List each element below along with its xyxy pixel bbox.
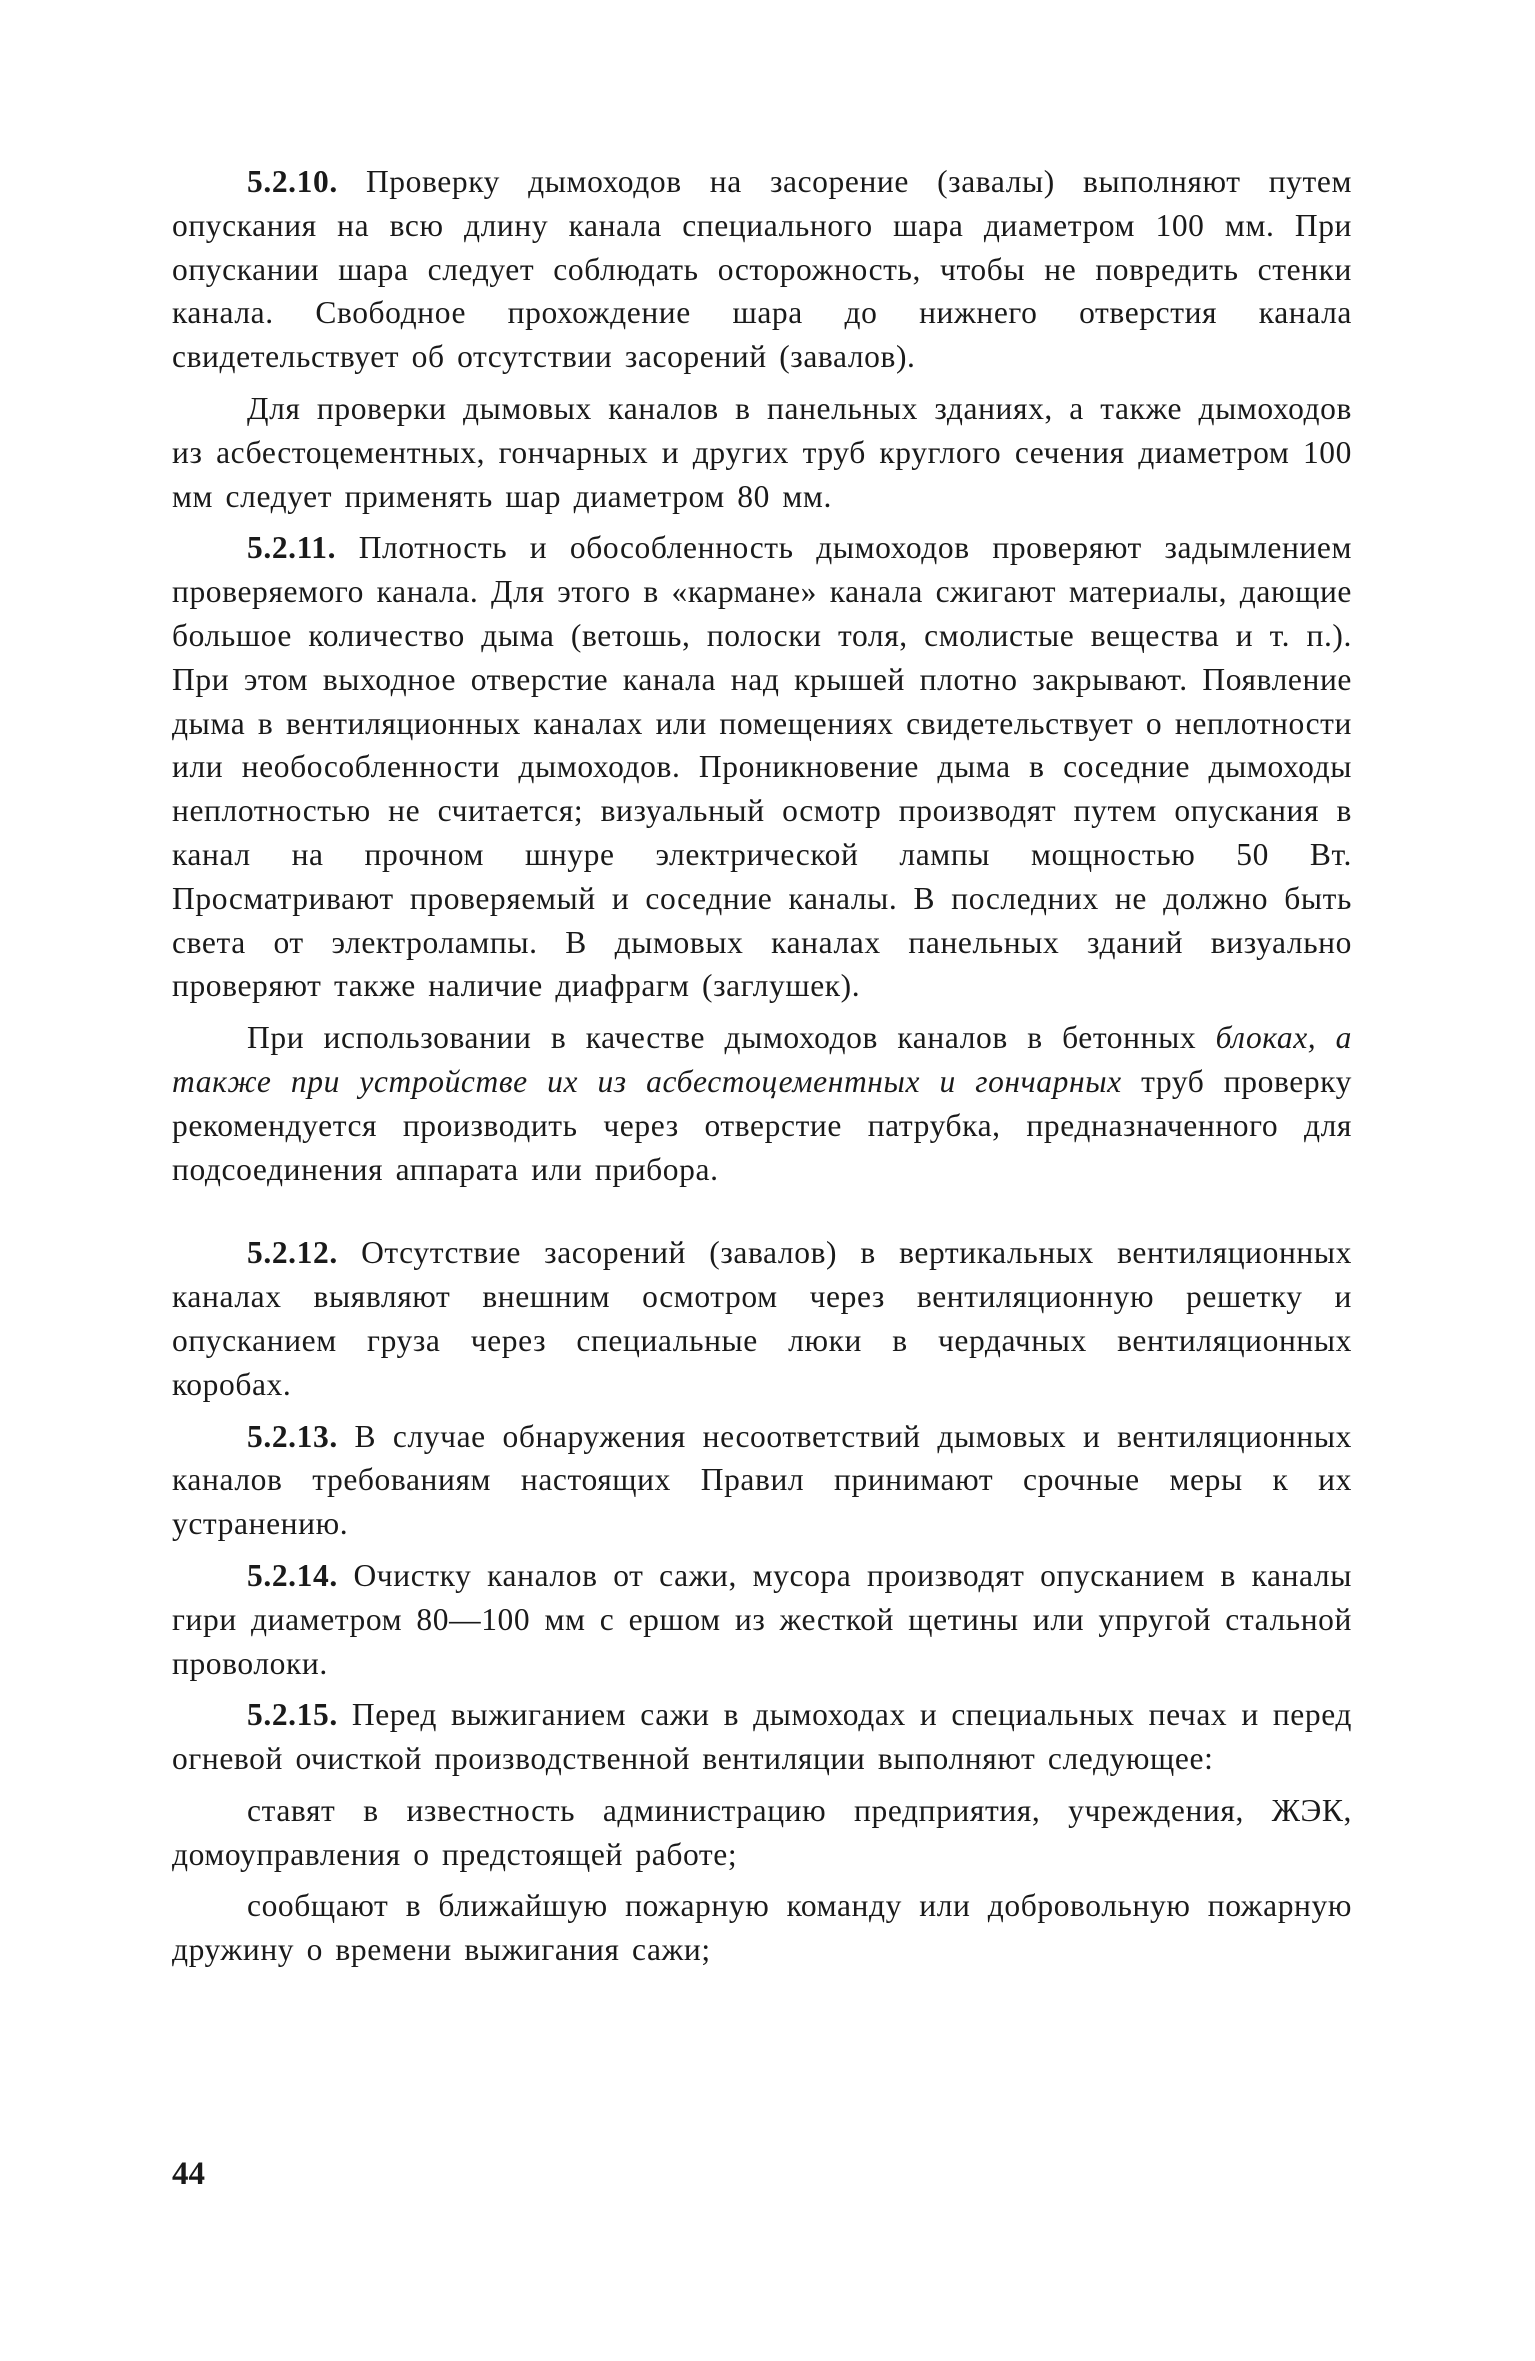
clause-number: 5.2.10. <box>247 164 338 199</box>
document-body <box>172 160 1352 1980</box>
paragraph-text: Для проверки дымовых каналов в панельных зданиях, а также дымоходов из асбестоцементных, гончарных и других труб круглого сечения диаметром 100 мм следует применять шар диаметром 80 мм. <box>172 390 1352 514</box>
clause-number: 5.2.15. <box>247 1697 338 1733</box>
paragraph-5-2-12 <box>172 1231 1352 1406</box>
paragraph-text: труб проверку рекомендуется производить через отверстие патрубка, предназначенного для подсоединения аппарата или прибора. <box>172 1063 1352 1187</box>
paragraph-text: Очистку каналов от сажи, мусора производят опусканием в каналы гири диаметром 80—100 мм с ершом из жесткой щетины или упругой стальной проволоки. <box>172 1557 1352 1681</box>
paragraph-text: сообщают в ближайшую пожарную команду или добровольную пожарную дружину о времени выжигания сажи; <box>172 1888 1352 1968</box>
page-number: 44 <box>172 2156 205 2192</box>
paragraph-text: ставят в известность администрацию предприятия, учреждения, ЖЭК, домоуправления о предстоящей работе; <box>172 1792 1352 1872</box>
list-item-notify-administration <box>172 1789 1352 1877</box>
paragraph-text: Проверку дымоходов на засорение (завалы) выполняют путем опускания на всю длину канала специального шара диаметром 100 мм. При опускании шара следует соблюдать осторожность, чтобы не повредить стенки канала. Свободное прохождение шара до нижнего отверстия канала свидетельствует об отсутствии засорений (завалов). <box>172 164 1352 375</box>
clause-number: 5.2.12. <box>247 1235 338 1271</box>
paragraph-5-2-11-continued <box>172 1016 1352 1191</box>
clause-number: 5.2.14. <box>247 1557 338 1593</box>
paragraph-text: Перед выжиганием сажи в дымоходах и специальных печах и перед огневой очисткой производственной вентиляции выполняют следующее: <box>172 1697 1352 1777</box>
list-item-notify-fire-brigade <box>172 1884 1352 1972</box>
paragraph-text: Отсутствие засорений (завалов) в вертикальных вентиляционных каналах выявляют внешним осмотром через вентиляционную решетку и опусканием груза через специальные люки в чердачных вентиляционных коробах. <box>172 1235 1352 1402</box>
paragraph-5-2-11 <box>172 526 1352 1008</box>
clause-number: 5.2.11. <box>247 530 337 566</box>
paragraph-5-2-10 <box>172 160 1352 379</box>
clause-number: 5.2.13. <box>247 1418 338 1454</box>
paragraph-text: В случае обнаружения несоответствий дымовых и вентиляционных каналов требованиям настоящих Правил принимают срочные меры к их устранению. <box>172 1418 1352 1542</box>
paragraph-5-2-15 <box>172 1693 1352 1781</box>
paragraph-text: При использовании в качестве дымоходов каналов в бетонных <box>247 1020 1216 1056</box>
paragraph-5-2-14 <box>172 1554 1352 1685</box>
paragraph-italic-text: блоках, а также при устройстве их из асбестоцементных и гончарных <box>172 1020 1352 1099</box>
paragraph-5-2-10-continued <box>172 387 1352 518</box>
paragraph-text: Плотность и обособленность дымоходов проверяют задымлением проверяемого канала. Для этого в «кармане» канала сжигают материалы, дающие большое количество дыма (ветошь, полоски толя, смолистые вещества и т. п.). При этом выходное отверстие канала над крышей плотно закрывают. Появление дыма в вентиляционных каналах или помещениях свидетельствует о неплотности или необособленности дымоходов. Проникновение дыма в соседние дымоходы неплотностью не считается; визуальный осмотр производят путем опускания в канал на прочном шнуре электрической лампы мощностью 50 Вт. Просматривают проверяемый и соседние каналы. В последних не должно быть света от электролампы. В дымовых каналах панельных зданий визуально проверяют также наличие диафрагм (заглушек). <box>172 530 1352 1004</box>
paragraph-5-2-13 <box>172 1415 1352 1546</box>
